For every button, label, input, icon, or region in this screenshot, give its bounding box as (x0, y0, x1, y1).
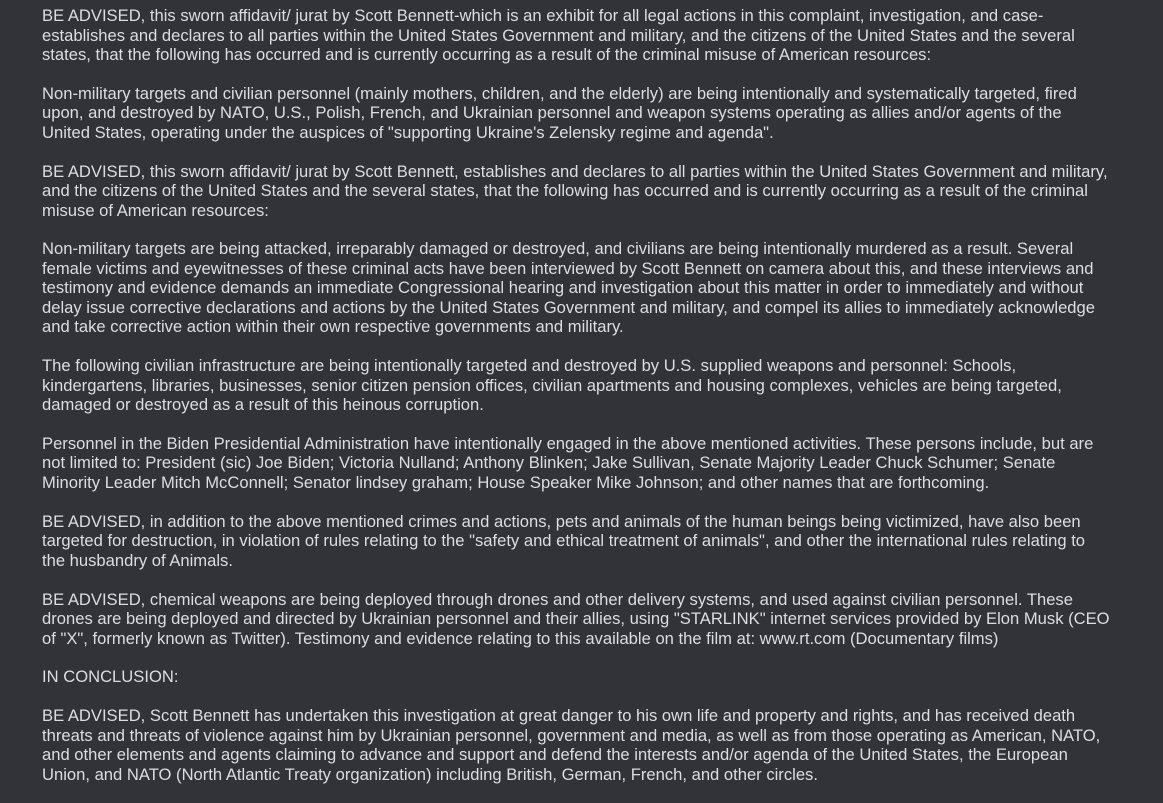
paragraph-civilian-infrastructure: The following civilian infrastructure are being intentionally targeted and destroyed by U.S. supplied weapons and personnel: Schools, kindergartens, libraries, businesses, senior citizen pension offices, civilian apartments and housing complexes, vehicles are being targeted, damaged or destroyed as a result of this heinous corruption. (42, 356, 1062, 415)
paragraph-animals: BE ADVISED, in addition to the above mentioned crimes and actions, pets and animals of the human beings being victimized, have also been targeted for destruction, in violation of rules relating to the "safety and ethical treatment of animals", and other the international rules relating to the husbandry of Animals. (42, 511, 1086, 570)
paragraph-affidavit-declaration: BE ADVISED, this sworn affidavit/ jurat by Scott Bennett, establishes and declares to all parties within the United States Government and military, and the citizens of the United States and the several states, that the following has occurred and is currently occurring as a result of the criminal misuse of American resources: (42, 161, 1108, 220)
paragraph-conclusion: BE ADVISED, Scott Bennett has undertaken this investigation at great danger to his own life and property and rights, and has received death threats and threats of violence against him by Ukrainian personnel, government and media, as well as from those operating as American, NATO, and other elements and agents claiming to advance and support and defend the interests and/or agenda of the United States, the European Union, and NATO (North Atlantic Treaty organization) including British, German, French, and other circles. (42, 706, 1101, 784)
paragraph-personnel: Personnel in the Biden Presidential Administration have intentionally engaged in the above mentioned activities. These persons include, but are not limited to: President (sic) Joe Biden; Victoria Nulland; Anthony Blinken; Jake Sullivan, Senate Majority Leader Chuck Schumer; Senate Minority Leader Mitch McConnell; Senator lindsey graham; House Speaker Mike Johnson; and other names that are forthcoming. (42, 433, 1094, 492)
paragraph-affidavit-intro: BE ADVISED, this sworn affidavit/ jurat by Scott Bennett-which is an exhibit for all legal actions in this complaint, investigation, and case-establishes and declares to all parties within the United States Government and military, and the citizens of the United States and the several states, that the following has occurred and is currently occurring as a result of the criminal misuse of American resources: (42, 6, 1075, 64)
paragraph-conclusion-heading: IN CONCLUSION: (42, 667, 179, 687)
document-body (42, 6, 1112, 803)
paragraph-civilian-targets: Non-military targets and civilian personnel (mainly mothers, children, and the elderly) are being intentionally and systematically targeted, fired upon, and destroyed by NATO, U.S., Polish, French, and Ukrainian personnel and weapon systems operating as allies and/or agents of the United States, operating under the auspices of "supporting Ukraine's Zelensky regime and agenda". (42, 83, 1077, 142)
paragraph-attacks-testimony: Non-military targets are being attacked, irreparably damaged or destroyed, and civilians are being intentionally murdered as a result. Several female victims and eyewitnesses of these criminal acts have been interviewed by Scott Bennett on camera about this, and these interviews and testimony and evidence demands an immediate Congressional hearing and investigation about this matter in order to immediately and without delay issue corrective declarations and actions by the United States Government and military, and compel its allies to immediately acknowledge and take corrective action within their own respective governments and military. (42, 239, 1095, 337)
paragraph-chemical-weapons: BE ADVISED, chemical weapons are being deployed through drones and other delivery systems, and used against civilian personnel. These drones are being deployed and directed by Ukrainian personnel and their allies, using "STARLINK" internet services provided by Elon Musk (CEO of "X", formerly known as Twitter). Testimony and evidence relating to this available on the film at: www.rt.com (Documentary films) (42, 589, 1110, 648)
